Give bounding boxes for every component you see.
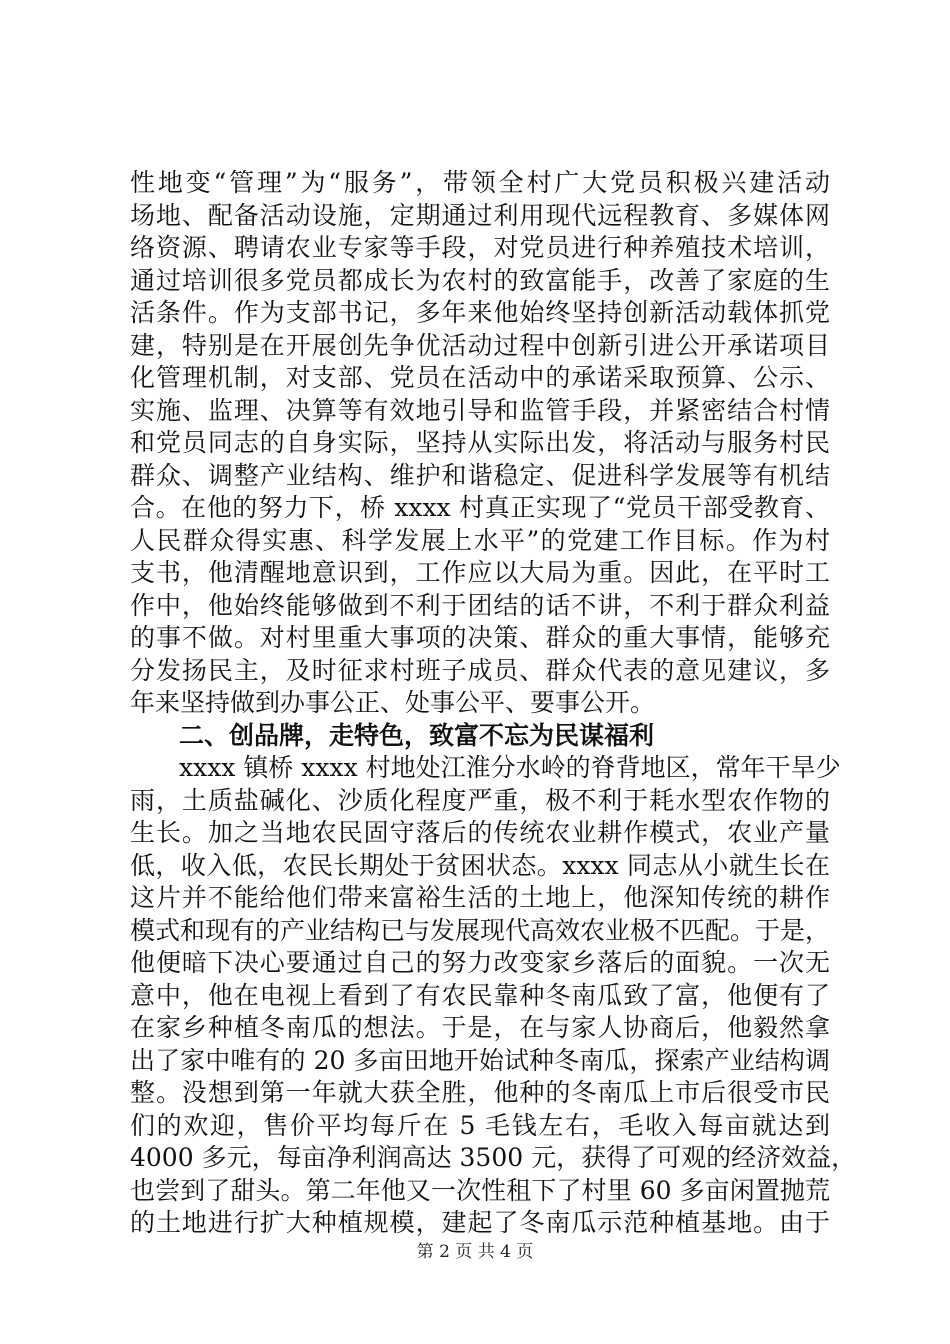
paragraph-line: 这片并不能给他们带来富裕生活的土地上，他深知传统的耕作 [130,883,830,912]
paragraph-line: 群众、调整产业结构、维护和谐稳定、促进科学发展等有机结 [130,460,830,490]
paragraph-line: 生长。加之当地农民固守落后的传统农业耕作模式，农业产量 [130,818,830,847]
paragraph-line: 活条件。作为支部书记，多年来他始终坚持创新活动载体抓党 [130,298,830,327]
paragraph-line: 络资源、聘请农业专家等手段，对党员进行种养殖技术培训， [130,233,830,262]
paragraph-line: 支书，他清醒地意识到，工作应以大局为重。因此，在平时工 [130,558,830,587]
paragraph-line: 也尝到了甜头。第二年他又一次性租下了村里 60 多亩闲置抛荒 [130,1175,830,1205]
body-text [130,167,857,1240]
paragraph-line: 们的欢迎，售价平均每斤在 5 毛钱左右，毛收入每亩就达到 [130,1110,830,1140]
paragraph-line: 人民群众得实惠、科学发展上水平”的党建工作目标。作为村 [130,525,830,555]
paragraph-line: 实施、监理、决算等有效地引导和监管手段，并紧密结合村情 [130,395,830,425]
paragraph-line: 雨，土质盐碱化、沙质化程度严重，极不利于耗水型农作物的 [130,785,830,815]
paragraph-line: 和党员同志的自身实际，坚持从实际出发，将活动与服务村民 [130,428,830,457]
paragraph-line: 的土地进行扩大种植规模，建起了冬南瓜示范种植基地。由于 [130,1208,830,1237]
paragraph-line: 整。没想到第一年就大获全胜，他种的冬南瓜上市后很受市民 [130,1078,830,1107]
paragraph-line: 性地变“管理”为“服务”，带领全村广大党员积极兴建活动 [130,168,830,197]
paragraph-line: 建，特别是在开展创先争优活动过程中创新引进公开承诺项目 [130,330,830,360]
section-heading: 二、创品牌，走特色，致富不忘为民谋福利 [179,720,655,750]
paragraph-line: 在家乡种植冬南瓜的想法。于是，在与家人协商后，他毅然拿 [130,1013,830,1042]
paragraph-line: 意中，他在电视上看到了有农民靠种冬南瓜致了富，他便有了 [130,980,830,1010]
paragraph-line: 作中，他始终能够做到不利于团结的话不讲，不利于群众利益 [130,590,830,620]
paragraph-line: 模式和现有的产业结构已与发展现代高效农业极不匹配。于是， [130,915,831,945]
page-footer: 第 2 页 共 4 页 [416,1242,534,1262]
paragraph-line: 年来坚持做到办事公正、处事公平、要事公开。 [130,688,656,717]
paragraph-line: 的事不做。对村里重大事项的决策、群众的重大事情，能够充 [130,623,830,652]
paragraph-line: 通过培训很多党员都成长为农村的致富能手，改善了家庭的生 [130,265,830,295]
paragraph-line: 分发扬民主，及时征求村班子成员、群众代表的意见建议，多 [130,655,830,685]
paragraph-line: 场地、配备活动设施，定期通过利用现代远程教育、多媒体网 [130,200,830,230]
paragraph-line: 低，收入低，农民长期处于贫困状态。xxxx 同志从小就生长在 [130,850,830,880]
paragraph-line: 4000 多元，每亩净利润高达 3500 元，获得了可观的经济效益， [130,1143,857,1172]
paragraph-line: 合。在他的努力下，桥 xxxx 村真正实现了“党员干部受教育、 [130,493,830,522]
paragraph-line: 出了家中唯有的 20 多亩田地开始试种冬南瓜，探索产业结构调 [130,1045,830,1075]
paragraph-line: 他便暗下决心要通过自己的努力改变家乡落后的面貌。一次无 [130,948,830,977]
paragraph-line: 化管理机制，对支部、党员在活动中的承诺采取预算、公示、 [130,363,830,392]
paragraph-line: xxxx 镇桥 xxxx 村地处江淮分水岭的脊背地区，常年干旱少 [179,753,841,782]
